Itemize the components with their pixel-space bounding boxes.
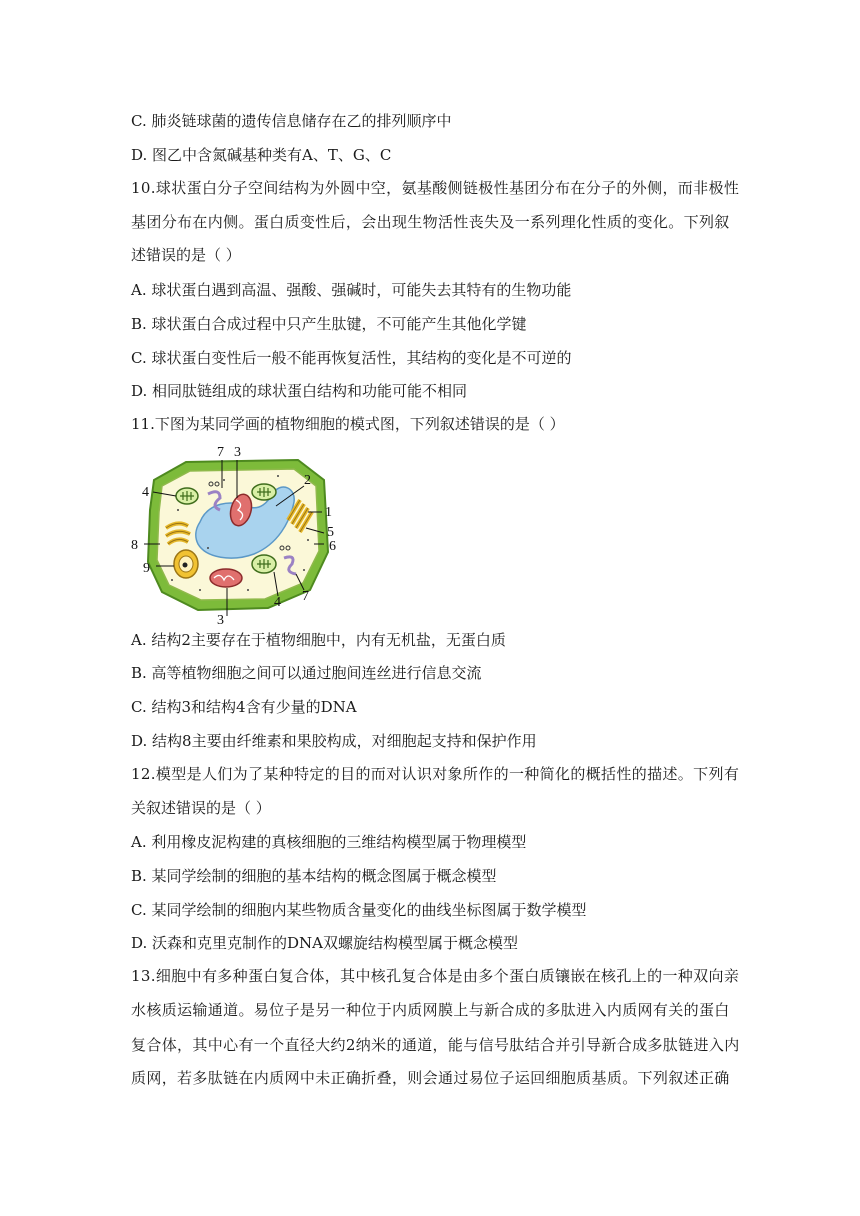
question-12-option-b: B. 某同学绘制的细胞的基本结构的概念图属于概念模型 <box>131 867 497 885</box>
label-2: 2 <box>304 473 311 488</box>
mitochondrion-lower <box>210 569 242 587</box>
question-11-stem: 11.下图为某同学画的植物细胞的模式图，下列叙述错误的是（ ） <box>131 415 565 433</box>
question-11-option-b: B. 高等植物细胞之间可以通过胞间连丝进行信息交流 <box>131 664 482 682</box>
label-4-bottom: 4 <box>274 595 281 610</box>
label-5: 5 <box>327 525 334 540</box>
option-d-q9: D. 图乙中含氮碱基种类有A、T、G、C <box>131 146 392 164</box>
question-10-option-b: B. 球状蛋白合成过程中只产生肽键，不可能产生其他化学键 <box>131 315 527 333</box>
label-4-left: 4 <box>142 485 149 500</box>
question-11-option-c: C. 结构3和结构4含有少量的DNA <box>131 698 357 716</box>
plant-cell-diagram <box>128 440 360 626</box>
question-10-option-a: A. 球状蛋白遇到高温、强酸、强碱时，可能失去其特有的生物功能 <box>131 281 572 299</box>
question-13-stem-line3: 复合体，其中心有一个直径大约2纳米的通道，能与信号肽结合并引导新合成多肽链进入内 <box>131 1036 740 1054</box>
question-10-stem-line3: 述错误的是（ ） <box>131 246 241 264</box>
plant-cell-svg <box>128 440 360 626</box>
label-7-top: 7 <box>217 445 224 460</box>
chloroplast-top <box>252 484 276 500</box>
question-10-stem-line1: 10.球状蛋白分子空间结构为外圆中空，氨基酸侧链极性基团分布在分子的外侧，而非极性 <box>131 179 740 197</box>
label-3-bottom: 3 <box>217 613 224 626</box>
nucleus <box>174 550 198 578</box>
question-12-stem-line2: 关叙述错误的是（ ） <box>131 799 271 817</box>
question-10-option-c: C. 球状蛋白变性后一般不能再恢复活性，其结构的变化是不可逆的 <box>131 349 572 367</box>
question-10-stem-line2: 基团分布在内侧。蛋白质变性后，会出现生物活性丧失及一系列理化性质的变化。下列叙 <box>131 213 730 231</box>
option-c-q9: C. 肺炎链球菌的遗传信息储存在乙的排列顺序中 <box>131 112 452 130</box>
label-3-top: 3 <box>234 445 241 460</box>
question-11-option-d: D. 结构8主要由纤维素和果胶构成，对细胞起支持和保护作用 <box>131 732 537 750</box>
question-13-stem-line2: 水核质运输通道。易位子是另一种位于内质网膜上与新合成的多肽进入内质网有关的蛋白 <box>131 1001 730 1019</box>
question-12-option-c: C. 某同学绘制的细胞内某些物质含量变化的曲线坐标图属于数学模型 <box>131 901 587 919</box>
question-11-option-a: A. 结构2主要存在于植物细胞中，内有无机盐，无蛋白质 <box>131 631 506 649</box>
label-6: 6 <box>329 539 336 554</box>
question-13-stem-line4: 质网，若多肽链在内质网中未正确折叠，则会通过易位子运回细胞质基质。下列叙述正确 <box>131 1069 730 1087</box>
label-7-bottom: 7 <box>302 589 309 604</box>
chloroplast-upper <box>176 488 198 504</box>
question-12-option-a: A. 利用橡皮泥构建的真核细胞的三维结构模型属于物理模型 <box>131 833 527 851</box>
chloroplast-lower <box>252 555 276 573</box>
label-8: 8 <box>131 538 138 553</box>
label-1: 1 <box>325 505 332 520</box>
question-10-option-d: D. 相同肽链组成的球状蛋白结构和功能可能不相同 <box>131 382 468 400</box>
question-12-stem-line1: 12.模型是人们为了某种特定的目的而对认识对象所作的一种简化的概括性的描述。下列有 <box>131 765 740 783</box>
question-12-option-d: D. 沃森和克里克制作的DNA双螺旋结构模型属于概念模型 <box>131 934 519 952</box>
label-9: 9 <box>143 561 150 576</box>
question-13-stem-line1: 13.细胞中有多种蛋白复合体，其中核孔复合体是由多个蛋白质镶嵌在核孔上的一种双向亲 <box>131 967 740 985</box>
